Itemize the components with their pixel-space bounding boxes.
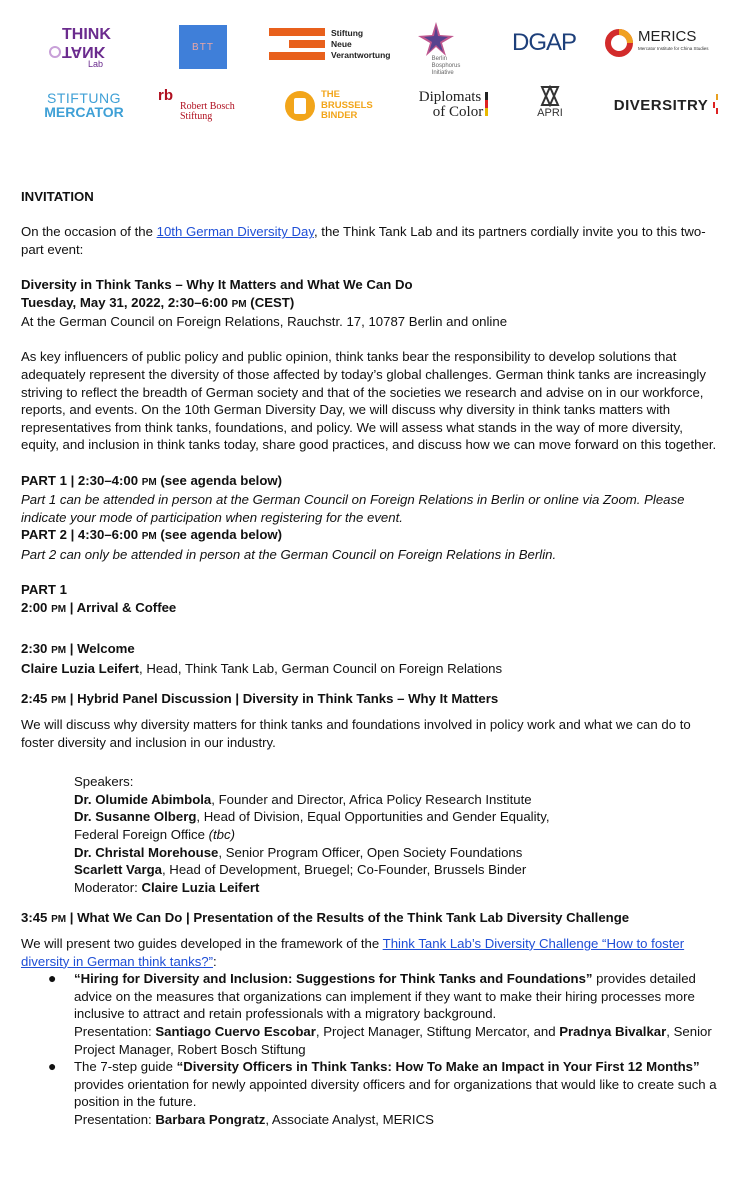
- merics-logo: [604, 24, 734, 62]
- robert-bosch-logo: [158, 88, 248, 124]
- doc-line1: Diplomats: [418, 89, 482, 105]
- event-description: As key influencers of public policy and public opinion, think tanks bear the responsibility to develop solutions that adequately represent the diversity of those affected by today’s global challenges. German think tanks are increasingly striving to reflect the breadth of German society and that of the societies we research and advise on in our workforce, reports, and events. On the 10th German Diversity Day, we will discuss why diversity in think tanks matters with representatives from think tanks, foundations, and policy. We will assess what stands in the way of more diversity, equity, and inclusion in think tanks today, share good practices, and discuss how we can move forward on this together.: [21, 349, 717, 453]
- results-desc-before: We will present two guides developed in the framework of the: [21, 935, 383, 951]
- doc-stripe: [485, 92, 488, 116]
- btt-logo-text: BTT: [192, 41, 214, 53]
- guide-2-presenter-1: Barbara Pongratz: [155, 1111, 266, 1127]
- results-description: [21, 935, 721, 970]
- binder-line2: BRUSSELS: [321, 99, 373, 111]
- bbi-line1: Berlin: [431, 55, 447, 62]
- session-panel-title: | Hybrid Panel Discussion | Diversity in Think Tanks – Why It Matters: [66, 691, 499, 707]
- welcome-speaker: [21, 660, 721, 678]
- guide-1-text: provides detailed advice on the measures that organizations can implement if they want to make their hiring processes more inclusive to attract and retain professionals with a migratory background.: [74, 971, 696, 1022]
- guide-1-presentation-label: Presentation:: [74, 1023, 156, 1039]
- event-title: Diversity in Think Tanks – Why It Matters and What We Can Do: [21, 276, 413, 292]
- apri-logo-text: APRI: [537, 107, 563, 119]
- part2-pm: PM: [141, 531, 157, 543]
- speaker-1-name: Dr. Olumide Abimbola: [74, 791, 212, 807]
- speaker-4-role: , Head of Development, Bruegel; Co-Founder, Brussels Binder: [161, 862, 527, 878]
- brain-icon: [48, 46, 62, 58]
- binder-circle-icon: [284, 90, 316, 122]
- apri-knot-icon: [538, 85, 562, 107]
- partner-logos: [0, 0, 741, 150]
- part1-heading: [21, 472, 721, 492]
- guide-2-title: “Diversity Officers in Think Tanks: How To Make an Impact in Your First 12 Months”: [176, 1059, 700, 1075]
- welcome-speaker-role: , Head, Think Tank Lab, German Council on Foreign Relations: [139, 660, 503, 676]
- bbi-line3: Initiative: [431, 69, 454, 76]
- mercator-line1: STIFTUNG: [47, 90, 121, 106]
- session-arrival-title: | Arrival & Coffee: [66, 599, 177, 615]
- speaker-1: [74, 791, 721, 809]
- guide-1-presenter-2-role: , Senior Project Manager, Robert Bosch Stiftung: [74, 1023, 712, 1057]
- session-panel-time: 2:45: [21, 691, 52, 707]
- intro-paragraph: [21, 223, 721, 258]
- rb-line1: Robert Bosch: [180, 101, 235, 112]
- diversitry-logo-text: DIVERSITRY: [613, 96, 709, 114]
- invitation-heading: INVITATION: [21, 189, 94, 204]
- guide-1-presenter-1-role: , Project Manager, Stiftung Mercator, and: [315, 1023, 560, 1039]
- part1-heading-text: PART 1 | 2:30–4:00: [21, 472, 142, 488]
- stiftung-neue-verantwortung-logo: [269, 26, 394, 62]
- speaker-2-tbc: (tbc): [208, 827, 235, 842]
- brussels-binder-logo: [284, 86, 380, 126]
- think-tank-lab-line2: TANK: [62, 43, 106, 60]
- rb-line2: Stiftung: [180, 111, 213, 122]
- speaker-3-name: Dr. Christal Morehouse: [74, 844, 219, 860]
- stiftung-mercator-logo: [38, 90, 130, 120]
- guides-list: [21, 970, 721, 1128]
- session-arrival: [21, 599, 721, 619]
- bullet-icon: ●: [48, 1058, 57, 1075]
- part2-heading: [21, 526, 721, 546]
- snv-line1: Stiftung: [331, 27, 364, 38]
- speaker-3: [74, 844, 721, 862]
- guide-2-text: provides orientation for newly appointed diversity officers and for organizations that would like to create such a position in the future.: [74, 1076, 717, 1110]
- intro-text-after: , the Think Tank Lab and its partners cordially invite you to this two-part event:: [21, 224, 706, 257]
- session-arrival-time: 2:00: [21, 599, 52, 615]
- merics-sub: Mercator Institute for China Studies: [638, 46, 709, 51]
- merics-name: MERICS: [638, 28, 697, 45]
- part2-heading-suffix: (see agenda below): [156, 527, 283, 543]
- diversity-day-link[interactable]: 10th German Diversity Day: [156, 224, 314, 240]
- session-results: [21, 909, 721, 929]
- guide-1-title: “Hiring for Diversity and Inclusion: Suggestions for Think Tanks and Foundations”: [74, 971, 593, 987]
- guide-item-hiring: [21, 970, 721, 1058]
- part2-note: Part 2 can only be attended in person at the German Council on Foreign Relations in Berlin.: [21, 546, 557, 562]
- speakers-label: Speakers:: [74, 774, 134, 790]
- session-welcome-title: | Welcome: [66, 641, 135, 657]
- speakers-list: [21, 773, 721, 896]
- berlin-bosphorus-logo: [406, 18, 466, 80]
- session-results-title: | What We Can Do | Presentation of the Results of the Think Tank Lab Diversity Challenge: [66, 910, 630, 926]
- session-results-time: 3:45: [21, 910, 52, 926]
- moderator-name: Claire Luzia Leifert: [141, 879, 260, 895]
- session-panel: [21, 690, 721, 710]
- event-date-text: Tuesday, May 31, 2022, 2:30–6:00: [21, 294, 232, 310]
- panel-description: We will discuss why diversity matters for think tanks and foundations involved in policy work and what we can do to foster diversity and inclusion in our industry.: [21, 717, 691, 750]
- speaker-2-name: Dr. Susanne Olberg: [74, 809, 197, 825]
- session-welcome-pm: PM: [51, 645, 67, 657]
- part2-heading-text: PART 2 | 4:30–6:00: [21, 527, 142, 543]
- guide-item-officers: [21, 1058, 721, 1128]
- dgap-logo: [506, 28, 582, 58]
- session-welcome: [21, 640, 721, 660]
- speaker-4: [74, 861, 721, 879]
- binder-line1: THE: [321, 89, 340, 101]
- snv-line2: Neue: [331, 38, 352, 49]
- snv-line3: Verantwortung: [331, 49, 391, 60]
- merics-ring-icon: [604, 28, 634, 58]
- part1-heading-suffix: (see agenda below): [156, 472, 283, 488]
- session-welcome-time: 2:30: [21, 641, 52, 657]
- speaker-1-role: , Founder and Director, Africa Policy Research Institute: [211, 791, 532, 807]
- think-tank-lab-line3: Lab: [88, 59, 104, 69]
- part1-note: Part 1 can be attended in person at the German Council on Foreign Relations in Berlin or online via Zoom. Please indicate your mode of participation when registering for the event.: [21, 492, 685, 525]
- invitation-document: [21, 188, 721, 1129]
- think-tank-lab-line1: THINK: [62, 26, 111, 43]
- guide-2-presenter-1-role: , Associate Analyst, MERICS: [265, 1111, 434, 1127]
- event-date: [21, 294, 721, 314]
- speaker-2-role: , Head of Division, Equal Opportunities and Gender Equality,: [196, 809, 550, 825]
- snv-bars: [269, 26, 325, 62]
- speaker-2-cont: [74, 826, 721, 844]
- part1-pm: PM: [141, 476, 157, 488]
- guide-1-presenter-1: Santiago Cuervo Escobar: [155, 1023, 316, 1039]
- intro-text-before: On the occasion of the: [21, 224, 157, 240]
- moderator: [74, 879, 721, 897]
- doc-line2: of Color: [432, 104, 484, 120]
- binder-line3: BINDER: [321, 110, 358, 122]
- event-location: At the German Council on Foreign Relations, Rauchstr. 17, 10787 Berlin and online: [21, 314, 508, 330]
- session-panel-pm: PM: [51, 695, 67, 707]
- diplomats-of-color-logo: [408, 88, 492, 122]
- speaker-2-role2: Federal Foreign Office: [74, 827, 209, 842]
- session-arrival-pm: PM: [51, 603, 67, 615]
- diversitry-accent-icon: [710, 94, 720, 116]
- speaker-3-role: , Senior Program Officer, Open Society Foundations: [218, 844, 523, 860]
- rb-mark: rb: [158, 87, 173, 104]
- session-results-pm: PM: [51, 914, 67, 926]
- think-tank-lab-logo: [48, 22, 126, 74]
- moderator-label: Moderator:: [74, 879, 142, 895]
- diversitry-logo: [608, 92, 726, 118]
- apri-logo: [524, 80, 576, 124]
- guide-1-presenter-2: Pradnya Bivalkar: [559, 1023, 667, 1039]
- mercator-line2: MERCATOR: [44, 104, 124, 120]
- bbi-line2: Bosphorus: [431, 62, 461, 69]
- star-icon: [418, 22, 454, 56]
- btt-logo: [179, 25, 227, 69]
- diversity-challenge-link[interactable]: Think Tank Lab’s Diversity Challenge “How to foster diversity in German think tanks?”: [21, 935, 685, 969]
- event-date-pm: PM: [231, 298, 247, 310]
- speaker-4-name: Scarlett Varga: [74, 862, 162, 878]
- bullet-icon: ●: [48, 970, 57, 987]
- event-date-tz: (CEST): [246, 294, 295, 310]
- welcome-speaker-name: Claire Luzia Leifert: [21, 660, 139, 676]
- dgap-logo-text: DGAP: [511, 29, 576, 56]
- agenda-part-label: PART 1: [21, 582, 67, 598]
- guide-2-presentation-label: Presentation:: [74, 1111, 156, 1127]
- results-desc-after: :: [213, 953, 217, 969]
- speaker-2: [74, 808, 721, 826]
- guide-2-before: The 7-step guide: [74, 1059, 177, 1075]
